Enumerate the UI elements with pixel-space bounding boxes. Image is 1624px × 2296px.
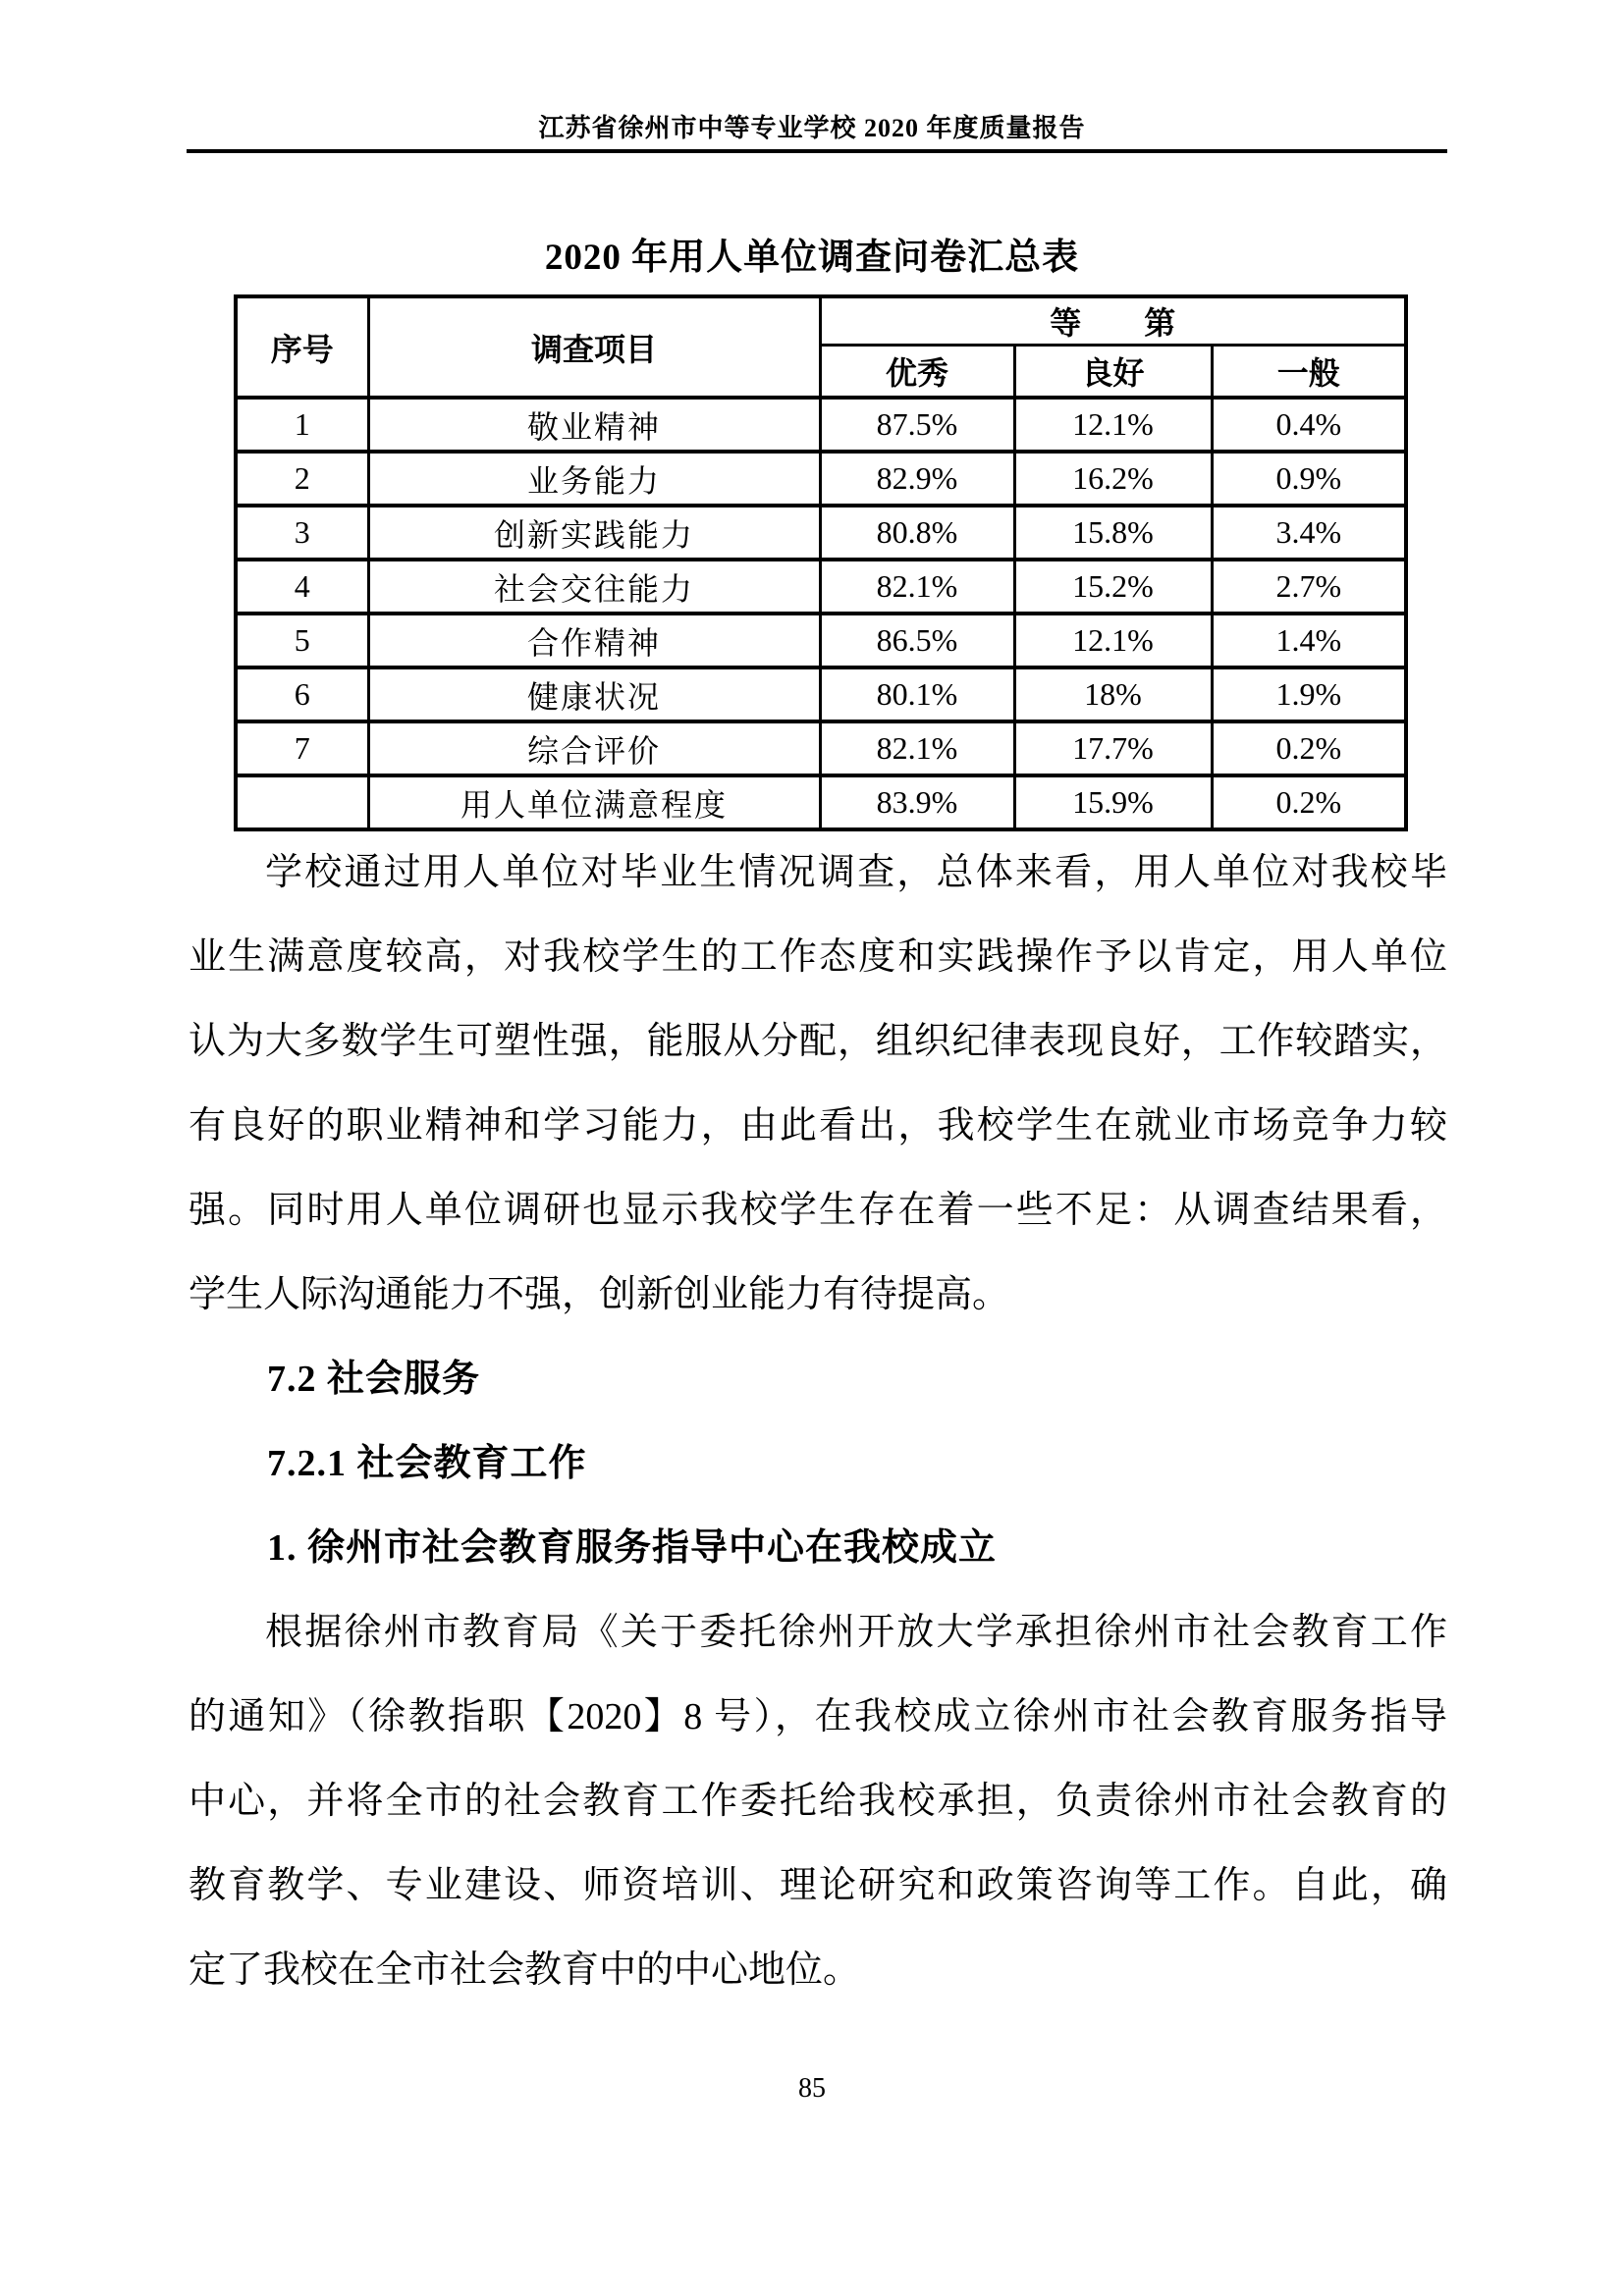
cell-value: 87.5%	[820, 398, 1014, 452]
cell-value: 80.8%	[820, 506, 1014, 560]
cell-index: 7	[236, 721, 368, 775]
employer-survey-analysis-line: 学生人际沟通能力不强，创新创业能力有待提高。	[189, 1274, 1010, 1315]
employer-survey-analysis-line: 强。同时用人单位调研也显示我校学生存在着一些不足：从调查结果看，	[189, 1190, 1447, 1231]
cell-index: 1	[236, 398, 368, 452]
cell-value: 86.5%	[820, 614, 1014, 667]
cell-value: 15.9%	[1014, 775, 1212, 829]
social-education-center-paragraph-line: 的通知》（徐教指职【2020】8 号），在我校成立徐州市社会教育服务指导	[189, 1696, 1447, 1737]
cell-item: 健康状况	[368, 667, 820, 721]
cell-item: 社会交往能力	[368, 560, 820, 614]
col-header-item: 调查项目	[368, 296, 820, 398]
cell-index: 5	[236, 614, 368, 667]
cell-value: 16.2%	[1014, 452, 1212, 506]
col-header-grade: 良好	[1014, 346, 1212, 399]
cell-item: 合作精神	[368, 614, 820, 667]
body-text-flow	[189, 830, 1447, 2012]
cell-item: 综合评价	[368, 721, 820, 775]
cell-index: 6	[236, 667, 368, 721]
table-row	[236, 506, 1406, 560]
cell-value: 82.1%	[820, 560, 1014, 614]
survey-table-head	[236, 296, 1406, 398]
cell-value: 18%	[1014, 667, 1212, 721]
running-header-title: 江苏省徐州市中等专业学校 2020 年度质量报告	[538, 114, 1086, 142]
table-header-row-1	[236, 296, 1406, 346]
table-row	[236, 452, 1406, 506]
table-row	[236, 614, 1406, 667]
heading-7-2-1-social-education: 7.2.1 社会教育工作	[267, 1443, 587, 1484]
survey-table-body	[236, 398, 1406, 829]
cell-value: 2.7%	[1212, 560, 1406, 614]
header-rule	[187, 149, 1447, 153]
cell-value: 12.1%	[1014, 614, 1212, 667]
col-header-grade: 优秀	[820, 346, 1014, 399]
cell-item: 用人单位满意程度	[368, 775, 820, 829]
cell-index: 3	[236, 506, 368, 560]
cell-value: 82.9%	[820, 452, 1014, 506]
employer-survey-analysis-line: 有良好的职业精神和学习能力，由此看出，我校学生在就业市场竞争力较	[189, 1105, 1447, 1147]
cell-value: 0.2%	[1212, 775, 1406, 829]
cell-value: 12.1%	[1014, 398, 1212, 452]
employer-survey-analysis-line: 认为大多数学生可塑性强，能服从分配，组织纪律表现良好，工作较踏实，	[189, 1021, 1447, 1062]
table-row	[236, 667, 1406, 721]
heading-1-guidance-center: 1. 徐州市社会教育服务指导中心在我校成立	[267, 1527, 998, 1569]
employer-survey-analysis-line: 业生满意度较高，对我校学生的工作态度和实践操作予以肯定，用人单位	[189, 936, 1447, 978]
table-row	[236, 398, 1406, 452]
social-education-center-paragraph-line: 中心，并将全市的社会教育工作委托给我校承担，负责徐州市社会教育的	[189, 1781, 1447, 1822]
cell-value: 0.4%	[1212, 398, 1406, 452]
col-header-index: 序号	[236, 296, 368, 398]
cell-item: 创新实践能力	[368, 506, 820, 560]
table-title: 2020 年用人单位调查问卷汇总表	[544, 238, 1080, 278]
social-education-center-paragraph-line: 定了我校在全市社会教育中的中心地位。	[189, 1949, 861, 1991]
heading-7-2-social-service: 7.2 社会服务	[267, 1359, 481, 1400]
cell-index: 4	[236, 560, 368, 614]
cell-value: 80.1%	[820, 667, 1014, 721]
cell-value: 17.7%	[1014, 721, 1212, 775]
table-row	[236, 775, 1406, 829]
cell-value: 0.9%	[1212, 452, 1406, 506]
cell-value: 83.9%	[820, 775, 1014, 829]
table-row	[236, 721, 1406, 775]
cell-value: 1.4%	[1212, 614, 1406, 667]
social-education-center-paragraph-line: 根据徐州市教育局《关于委托徐州开放大学承担徐州市社会教育工作	[265, 1612, 1447, 1653]
cell-value: 3.4%	[1212, 506, 1406, 560]
employer-survey-table	[234, 294, 1408, 831]
cell-item: 敬业精神	[368, 398, 820, 452]
cell-value: 15.8%	[1014, 506, 1212, 560]
cell-value: 15.2%	[1014, 560, 1212, 614]
table-row	[236, 560, 1406, 614]
cell-index	[236, 775, 368, 829]
col-header-grade: 一般	[1212, 346, 1406, 399]
employer-survey-analysis-line: 学校通过用人单位对毕业生情况调查，总体来看，用人单位对我校毕	[265, 852, 1447, 893]
cell-value: 1.9%	[1212, 667, 1406, 721]
col-header-grade-group: 等 第	[820, 296, 1406, 346]
cell-value: 82.1%	[820, 721, 1014, 775]
page-number: 85	[798, 2073, 826, 2104]
cell-index: 2	[236, 452, 368, 506]
cell-value: 0.2%	[1212, 721, 1406, 775]
cell-item: 业务能力	[368, 452, 820, 506]
social-education-center-paragraph-line: 教育教学、专业建设、师资培训、理论研究和政策咨询等工作。自此，确	[189, 1865, 1447, 1906]
